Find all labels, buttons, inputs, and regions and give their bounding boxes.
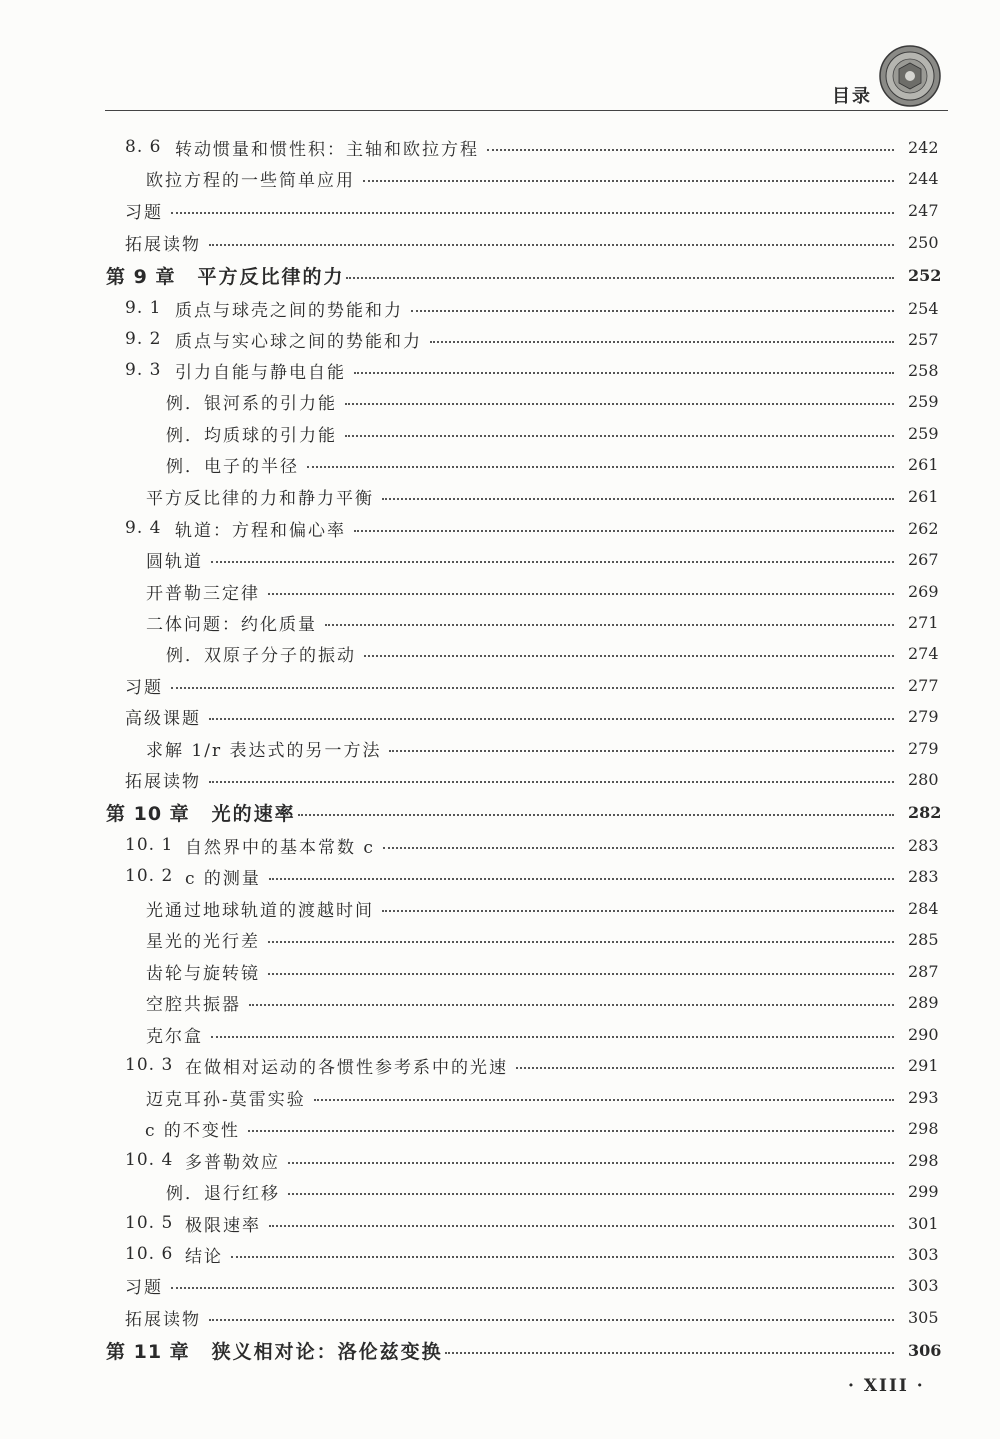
toc-entry[interactable] xyxy=(0,1020,1000,1048)
toc-entry[interactable] xyxy=(0,294,1000,322)
toc-entry[interactable] xyxy=(0,325,1000,353)
entry-title: 在做相对运动的各惯性参考系中的光速 xyxy=(185,1057,508,1078)
dot-leader xyxy=(209,781,894,783)
toc-entry[interactable] xyxy=(0,734,1000,762)
chapter-number: 第 10 章 xyxy=(106,802,190,825)
entry-page-number: 285 xyxy=(908,929,939,949)
toc-entry[interactable] xyxy=(0,196,1000,224)
section-number: 10. 2 xyxy=(125,866,174,886)
toc-entry[interactable] xyxy=(0,164,1000,192)
entry-title: 克尔盒 xyxy=(146,1026,203,1047)
entry-page-number: 259 xyxy=(908,391,939,411)
entry-title: 质点与实心球之间的势能和力 xyxy=(175,331,422,352)
entry-title: 迈克耳孙-莫雷实验 xyxy=(146,1089,306,1110)
entry-page-number: 301 xyxy=(908,1213,939,1233)
entry-title: c 的测量 xyxy=(185,868,261,889)
entry-page-number: 274 xyxy=(908,643,939,663)
entry-title: 例．均质球的引力能 xyxy=(166,425,337,446)
entry-page-number: 303 xyxy=(908,1275,939,1295)
dot-leader xyxy=(314,1099,894,1101)
toc-entry[interactable] xyxy=(0,387,1000,415)
entry-title: 拓展读物 xyxy=(125,234,201,255)
entry-title: 转动惯量和惯性积：主轴和欧拉方程 xyxy=(175,139,479,160)
dot-leader xyxy=(268,973,894,975)
toc-entry[interactable] xyxy=(0,831,1000,859)
toc-entry[interactable] xyxy=(0,1146,1000,1174)
entry-page-number: 252 xyxy=(908,265,942,285)
entry-page-number: 279 xyxy=(908,738,939,758)
toc-entry[interactable] xyxy=(0,1051,1000,1079)
section-number: 9. 2 xyxy=(125,329,162,349)
entry-title: 平方反比律的力 xyxy=(197,265,345,288)
dot-leader xyxy=(171,687,894,689)
dot-leader xyxy=(209,244,894,246)
section-number: 10. 3 xyxy=(125,1055,174,1075)
entry-title: 光的速率 xyxy=(211,802,296,825)
entry-page-number: 284 xyxy=(908,898,939,918)
entry-title: 二体问题：约化质量 xyxy=(146,614,317,635)
dot-leader xyxy=(346,277,894,279)
dot-leader xyxy=(288,1162,894,1164)
dot-leader xyxy=(325,624,894,626)
entry-title: 星光的光行差 xyxy=(146,931,260,952)
entry-title: 习题 xyxy=(125,202,163,223)
entry-title: 狭义相对论：洛伦兹变换 xyxy=(211,1340,443,1363)
toc-entry[interactable] xyxy=(0,702,1000,730)
page-number: · XIII · xyxy=(848,1376,925,1396)
dot-leader xyxy=(211,1036,894,1038)
toc-chapter[interactable] xyxy=(0,798,1000,826)
entry-title: 多普勒效应 xyxy=(185,1152,280,1173)
entry-title: 高级课题 xyxy=(125,708,201,729)
entry-title: 欧拉方程的一些简单应用 xyxy=(146,170,355,191)
entry-page-number: 271 xyxy=(908,612,939,632)
entry-page-number: 289 xyxy=(908,992,939,1012)
section-number: 10. 4 xyxy=(125,1150,174,1170)
entry-title: 平方反比律的力和静力平衡 xyxy=(146,488,374,509)
entry-page-number: 244 xyxy=(908,168,939,188)
toc-entry[interactable] xyxy=(0,545,1000,573)
entry-title: 引力自能与静电自能 xyxy=(175,362,346,383)
section-number: 9. 1 xyxy=(125,298,162,318)
entry-title: 轨道：方程和偏心率 xyxy=(175,520,346,541)
entry-title: 例．退行红移 xyxy=(166,1183,280,1204)
entry-title: 圆轨道 xyxy=(146,551,203,572)
entry-page-number: 250 xyxy=(908,232,939,252)
entry-page-number: 261 xyxy=(908,454,939,474)
toc-entry[interactable] xyxy=(0,1083,1000,1111)
dot-leader xyxy=(382,498,894,500)
entry-page-number: 262 xyxy=(908,518,939,538)
entry-page-number: 290 xyxy=(908,1024,939,1044)
entry-page-number: 305 xyxy=(908,1307,939,1327)
entry-page-number: 291 xyxy=(908,1055,939,1075)
dot-leader xyxy=(269,1225,894,1227)
toc-entry[interactable] xyxy=(0,925,1000,953)
entry-title: 齿轮与旋转镜 xyxy=(146,963,260,984)
dot-leader xyxy=(288,1193,894,1195)
dot-leader xyxy=(345,403,894,405)
section-number: 10. 6 xyxy=(125,1244,174,1264)
toc-entry[interactable] xyxy=(0,765,1000,793)
entry-title: 拓展读物 xyxy=(125,771,201,792)
toc-entry[interactable] xyxy=(0,482,1000,510)
toc-entry[interactable] xyxy=(0,450,1000,478)
entry-page-number: 247 xyxy=(908,200,939,220)
entry-page-number: 261 xyxy=(908,486,939,506)
section-number: 9. 3 xyxy=(125,360,162,380)
toc-entry[interactable] xyxy=(0,1303,1000,1331)
dot-leader xyxy=(516,1067,894,1069)
entry-page-number: 282 xyxy=(908,802,942,822)
dot-leader xyxy=(364,655,894,657)
entry-title: 开普勒三定律 xyxy=(146,583,260,604)
entry-page-number: 259 xyxy=(908,423,939,443)
dot-leader xyxy=(211,561,894,563)
dot-leader xyxy=(171,212,894,214)
dot-leader xyxy=(268,941,894,943)
entry-page-number: 267 xyxy=(908,549,939,569)
chapter-number: 第 9 章 xyxy=(106,265,176,288)
toc-entry[interactable] xyxy=(0,419,1000,447)
dot-leader xyxy=(354,372,894,374)
entry-page-number: 283 xyxy=(908,835,939,855)
dot-leader xyxy=(269,878,894,880)
section-number: 8. 6 xyxy=(125,137,162,157)
toc-chapter[interactable] xyxy=(0,261,1000,289)
toc-entry[interactable] xyxy=(0,1177,1000,1205)
toc-entry[interactable] xyxy=(0,133,1000,161)
dot-leader xyxy=(209,718,894,720)
toc-entry[interactable] xyxy=(0,356,1000,384)
toc-entry[interactable] xyxy=(0,862,1000,890)
dot-leader xyxy=(231,1256,894,1258)
entry-page-number: 258 xyxy=(908,360,939,380)
dot-leader xyxy=(248,1130,894,1132)
dot-leader xyxy=(363,180,894,182)
dot-leader xyxy=(382,910,894,912)
entry-title: 光通过地球轨道的渡越时间 xyxy=(146,900,374,921)
toc-entry[interactable] xyxy=(0,988,1000,1016)
entry-page-number: 299 xyxy=(908,1181,939,1201)
section-number: 10. 1 xyxy=(125,835,174,855)
entry-page-number: 242 xyxy=(908,137,939,157)
entry-page-number: 254 xyxy=(908,298,939,318)
entry-title: 习题 xyxy=(125,1277,163,1298)
section-number: 10. 5 xyxy=(125,1213,174,1233)
toc-entry[interactable] xyxy=(0,228,1000,256)
dot-leader xyxy=(298,814,894,816)
toc-entry[interactable] xyxy=(0,894,1000,922)
toc-entry[interactable] xyxy=(0,1114,1000,1142)
toc-entry[interactable] xyxy=(0,1209,1000,1237)
toc-entry[interactable] xyxy=(0,608,1000,636)
dot-leader xyxy=(411,310,894,312)
entry-title: 结论 xyxy=(185,1246,223,1267)
entry-title: 例．银河系的引力能 xyxy=(166,393,337,414)
entry-title: c 的不变性 xyxy=(145,1120,240,1141)
dot-leader xyxy=(307,466,894,468)
entry-page-number: 269 xyxy=(908,581,939,601)
toc-chapter[interactable] xyxy=(0,1336,1000,1364)
section-title: 目录 xyxy=(832,86,872,107)
toc-entry[interactable] xyxy=(0,1240,1000,1268)
dot-leader xyxy=(445,1352,894,1354)
entry-page-number: 279 xyxy=(908,706,939,726)
dot-leader xyxy=(430,341,894,343)
entry-page-number: 277 xyxy=(908,675,939,695)
toc-entry[interactable] xyxy=(0,514,1000,542)
entry-page-number: 280 xyxy=(908,769,939,789)
entry-title: 极限速率 xyxy=(185,1215,261,1236)
dot-leader xyxy=(209,1319,894,1321)
chapter-number: 第 11 章 xyxy=(106,1340,190,1363)
entry-title: 自然界中的基本常数 c xyxy=(185,837,375,858)
entry-page-number: 303 xyxy=(908,1244,939,1264)
toc-entry[interactable] xyxy=(0,577,1000,605)
entry-title: 求解 1/r 表达式的另一方法 xyxy=(146,740,382,761)
dot-leader xyxy=(171,1287,894,1289)
entry-title: 例．双原子分子的振动 xyxy=(166,645,356,666)
entry-title: 拓展读物 xyxy=(125,1309,201,1330)
dot-leader xyxy=(389,750,894,752)
dot-leader xyxy=(268,593,894,595)
toc-entry[interactable] xyxy=(0,639,1000,667)
entry-page-number: 287 xyxy=(908,961,939,981)
entry-title: 习题 xyxy=(125,677,163,698)
toc-entry[interactable] xyxy=(0,671,1000,699)
entry-page-number: 293 xyxy=(908,1087,939,1107)
header-rule xyxy=(105,110,948,111)
entry-page-number: 283 xyxy=(908,866,939,886)
entry-page-number: 298 xyxy=(908,1118,939,1138)
entry-page-number: 298 xyxy=(908,1150,939,1170)
entry-page-number: 306 xyxy=(908,1340,942,1360)
dot-leader xyxy=(354,530,894,532)
entry-title: 质点与球壳之间的势能和力 xyxy=(175,300,403,321)
dot-leader xyxy=(383,847,894,849)
dot-leader xyxy=(487,149,894,151)
dot-leader xyxy=(249,1004,894,1006)
toc-entry[interactable] xyxy=(0,957,1000,985)
university-seal-icon xyxy=(879,45,941,107)
dot-leader xyxy=(345,435,894,437)
section-number: 9. 4 xyxy=(125,518,162,538)
entry-title: 例．电子的半径 xyxy=(166,456,299,477)
entry-title: 空腔共振器 xyxy=(146,994,241,1015)
entry-page-number: 257 xyxy=(908,329,939,349)
toc-entry[interactable] xyxy=(0,1271,1000,1299)
